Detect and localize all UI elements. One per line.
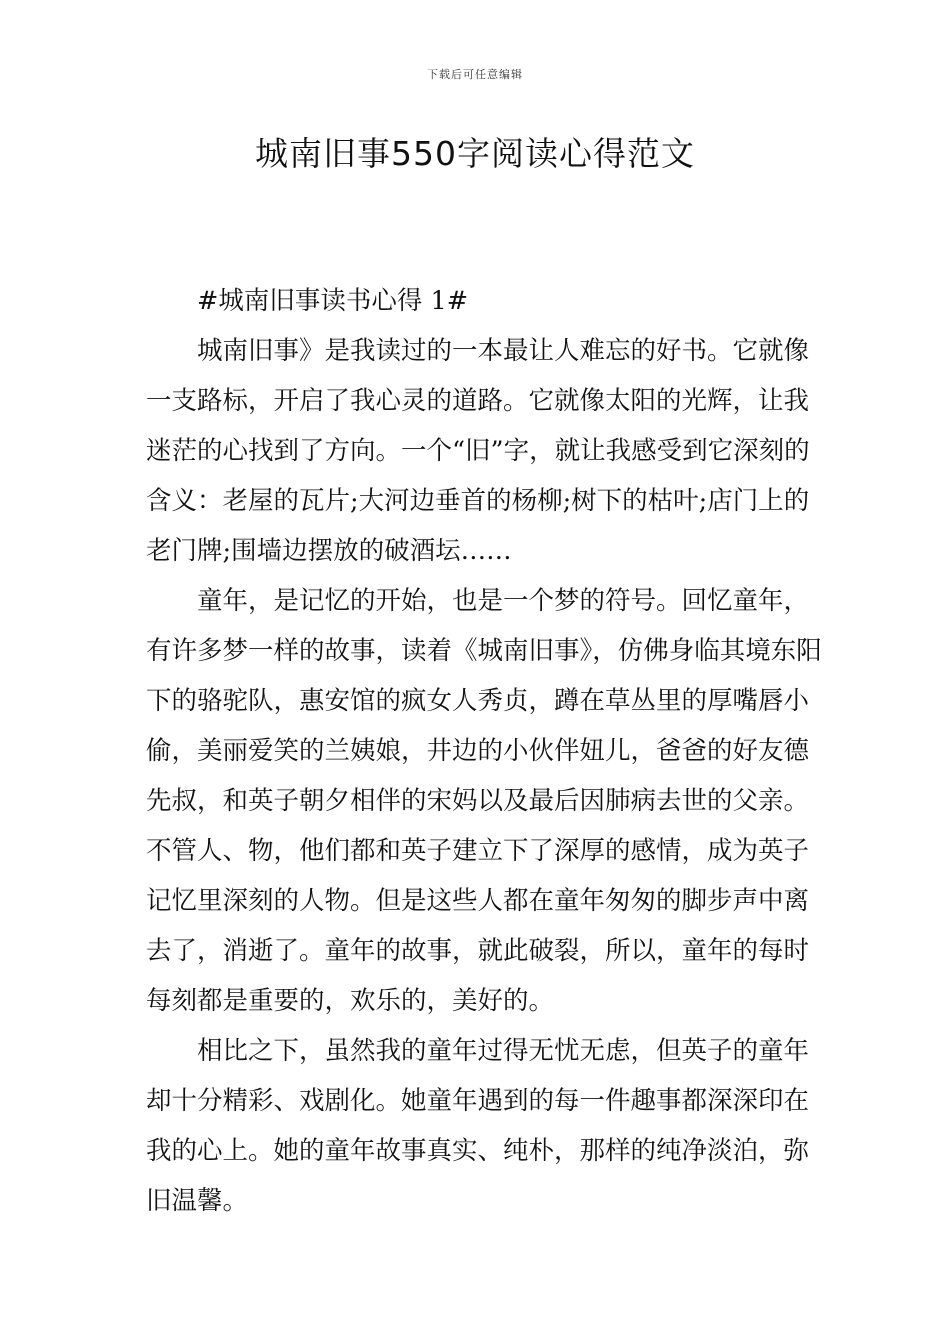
paragraph-2: 童年，是记忆的开始，也是一个梦的符号。回忆童年，有许多梦一样的故事，读着《城南旧事》，仿佛身临其境东阳下的骆驼队，惠安馆的疯女人秀贞，蹲在草丛里的厚嘴唇小偷，美丽爱笑的兰姨娘，井边的小伙伴妞儿，爸爸的好友德先叔，和英子朝夕相伴的宋妈以及最后因肺病去世的父亲。不管人、物，他们都和英子建立下了深厚的感情，成为英子记忆里深刻的人物。但是这些人都在童年匆匆的脚步声中离去了，消逝了。童年的故事，就此破裂，所以，童年的每时每刻都是重要的，欢乐的，美好的。 bbox=[146, 586, 822, 1016]
document-body bbox=[146, 276, 822, 1226]
document-title: 城南旧事550字阅读心得范文 bbox=[255, 134, 695, 173]
paragraph-1: 城南旧事》是我读过的一本最让人难忘的好书。它就像一支路标，开启了我心灵的道路。它就像太阳的光辉，让我迷茫的心找到了方向。一个“旧”字，就让我感受到它深刻的含义：老屋的瓦片;大河边垂首的杨柳;树下的枯叶;店门上的老门牌;围墙边摆放的破酒坛…… bbox=[146, 336, 810, 566]
paragraph-3: 相比之下，虽然我的童年过得无忧无虑，但英子的童年却十分精彩、戏剧化。她童年遇到的每一件趣事都深深印在我的心上。她的童年故事真实、纯朴，那样的纯净淡泊，弥旧温馨。 bbox=[146, 1036, 810, 1216]
header-note: 下载后可任意编辑 bbox=[427, 68, 523, 81]
section-heading: #城南旧事读书心得 1# bbox=[197, 286, 469, 316]
